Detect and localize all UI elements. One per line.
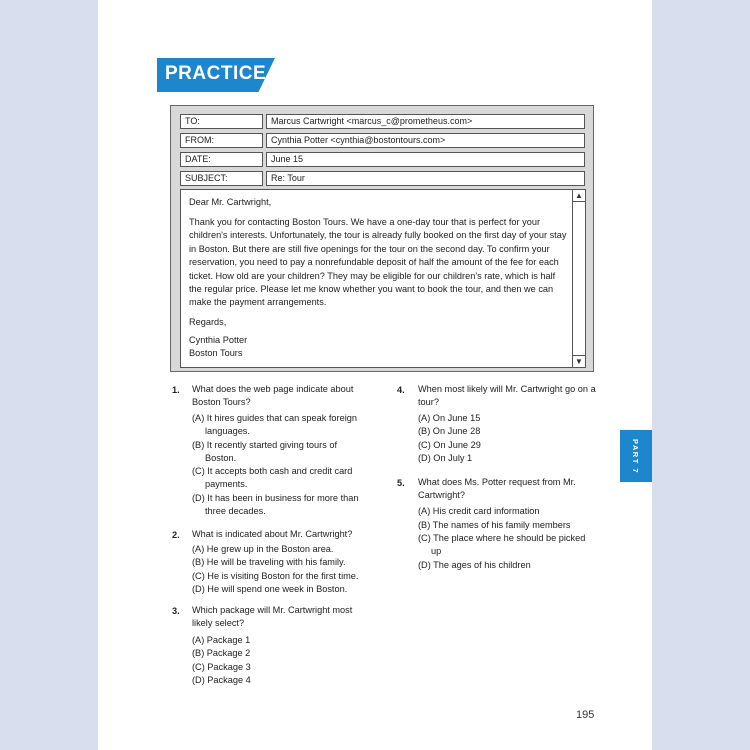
answer-option: (B) On June 28 [418, 426, 481, 436]
answer-option: (C) The place where he should be picked up [418, 533, 586, 557]
part-tab-label-wrap [620, 430, 652, 482]
email-greeting: Dear Mr. Cartwright, [189, 197, 272, 207]
scroll-up-arrow-icon[interactable]: ▲ [573, 190, 585, 202]
question-number: 5. [397, 478, 405, 488]
answer-option: (B) It recently started giving tours of Boston. [192, 440, 338, 464]
answer-option: (A) He grew up in the Boston area. [192, 544, 334, 554]
to-field: Marcus Cartwright <marcus_c@prometheus.com> [266, 114, 585, 129]
question-text: What does Ms. Potter request from Mr. Cartwright? [418, 477, 576, 501]
from-label: FROM: [180, 133, 263, 148]
email-closing: Regards, [189, 317, 227, 327]
scroll-down-arrow-icon[interactable]: ▼ [573, 355, 585, 367]
question-text: What is indicated about Mr. Cartwright? [192, 529, 353, 539]
answer-option: (C) Package 3 [192, 662, 251, 672]
answer-option: (B) The names of his family members [418, 520, 571, 530]
answer-option: (C) On June 29 [418, 440, 481, 450]
question-number: 2. [172, 530, 180, 540]
signature-company: Boston Tours [189, 348, 243, 358]
answer-option: (D) On July 1 [418, 453, 473, 463]
answer-option: (A) It hires guides that can speak foreign languages. [192, 413, 357, 437]
answer-option: (A) His credit card information [418, 506, 540, 516]
answer-option: (C) He is visiting Boston for the first time. [192, 571, 359, 581]
answer-option: (A) Package 1 [192, 635, 251, 645]
question-text: Which package will Mr. Cartwright most likely select? [192, 605, 353, 629]
question-number: 3. [172, 606, 180, 616]
subject-label: SUBJECT: [180, 171, 263, 186]
to-label: TO: [180, 114, 263, 129]
signature-name: Cynthia Potter [189, 335, 248, 345]
answer-option: (B) He will be traveling with his family. [192, 557, 346, 567]
part-tab-label: PART 7 [631, 438, 641, 474]
email-scrollbar[interactable] [572, 190, 585, 367]
email-body-paragraph: Thank you for contacting Boston Tours. We have a one-day tour that is perfect for your children's interests. Unfortunately, the tour is already fully booked on the first day of your stay in Boston. But there are still five openings for the tour on the second day. To confirm your reservation, you need to pay a nonrefundable deposit of half the amount of the fee for each ticket. How old are your children? They may be eligible for our children's rate, which is half the regular price. Please let me know whether you want to book the tour, and then we can make the payment arrangements. [189, 217, 567, 308]
answer-option: (D) It has been in business for more than three decades. [192, 493, 359, 517]
date-label: DATE: [180, 152, 263, 167]
subject-field: Re: Tour [266, 171, 585, 186]
answer-option: (A) On June 15 [418, 413, 481, 423]
page-number: 195 [576, 709, 595, 721]
question-number: 4. [397, 385, 405, 395]
answer-option: (B) Package 2 [192, 648, 251, 658]
from-field: Cynthia Potter <cynthia@bostontours.com> [266, 133, 585, 148]
question-text: What does the web page indicate about Boston Tours? [192, 384, 354, 408]
question-text: When most likely will Mr. Cartwright go on a tour? [418, 384, 596, 408]
answer-option: (D) He will spend one week in Boston. [192, 584, 348, 594]
answer-option: (D) Package 4 [192, 675, 251, 685]
date-field: June 15 [266, 152, 585, 167]
question-number: 1. [172, 385, 180, 395]
answer-option: (C) It accepts both cash and credit card payments. [192, 466, 353, 490]
practice-title: PRACTICE [165, 63, 267, 84]
answer-option: (D) The ages of his children [418, 560, 531, 570]
